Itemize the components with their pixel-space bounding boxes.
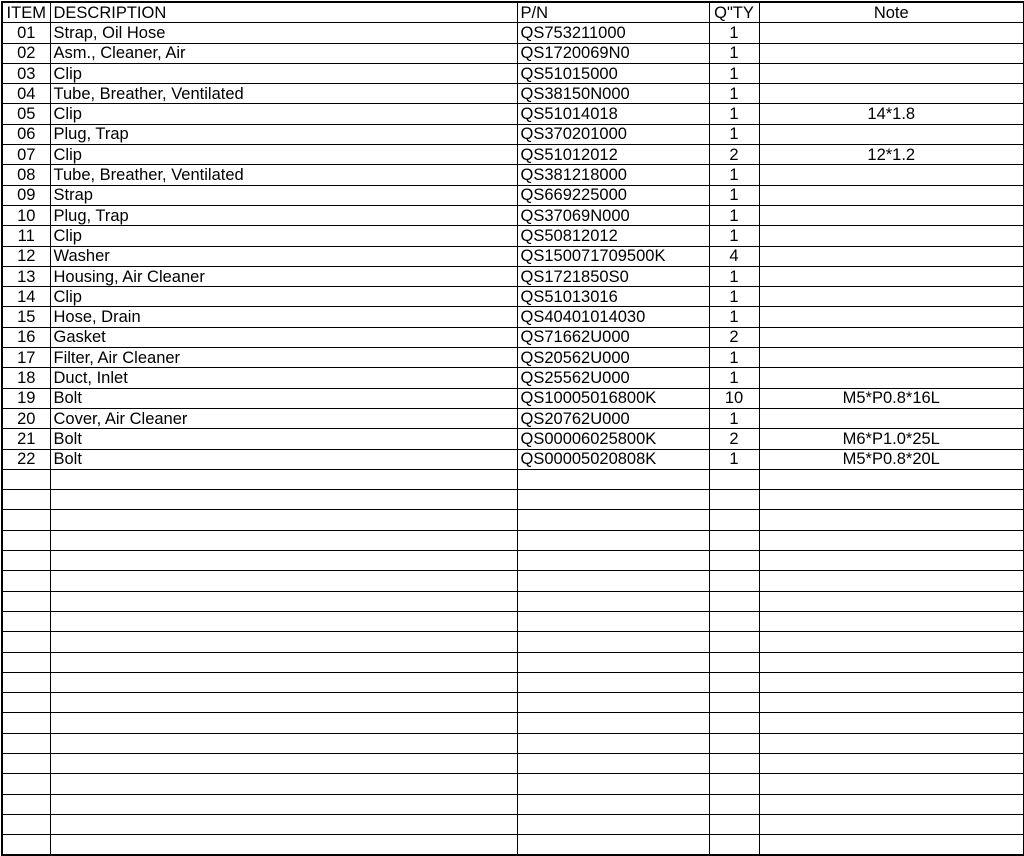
cell-description bbox=[50, 652, 517, 672]
table-row bbox=[2, 43, 1024, 63]
cell-part-number bbox=[517, 693, 709, 713]
cell-note bbox=[759, 287, 1024, 307]
table-row bbox=[2, 287, 1024, 307]
cell-part-number: QS1721850S0 bbox=[517, 266, 709, 286]
cell-note: M5*P0.8*20L bbox=[759, 449, 1024, 469]
cell-quantity: 1 bbox=[709, 449, 759, 469]
cell-quantity: 1 bbox=[709, 84, 759, 104]
table-row bbox=[2, 145, 1024, 165]
cell-part-number bbox=[517, 672, 709, 692]
cell-part-number: QS669225000 bbox=[517, 185, 709, 205]
cell-note bbox=[759, 835, 1024, 856]
column-header-part-number: P/N bbox=[517, 2, 709, 23]
cell-item-number: 08 bbox=[2, 165, 50, 185]
cell-quantity bbox=[709, 490, 759, 510]
table-row bbox=[2, 165, 1024, 185]
cell-description bbox=[50, 632, 517, 652]
cell-quantity: 1 bbox=[709, 165, 759, 185]
cell-part-number bbox=[517, 814, 709, 834]
cell-item-number bbox=[2, 530, 50, 550]
cell-part-number bbox=[517, 510, 709, 530]
cell-note: M6*P1.0*25L bbox=[759, 429, 1024, 449]
cell-part-number: QS381218000 bbox=[517, 165, 709, 185]
table-row bbox=[2, 23, 1024, 43]
cell-description: Plug, Trap bbox=[50, 124, 517, 144]
cell-item-number: 13 bbox=[2, 266, 50, 286]
cell-quantity bbox=[709, 713, 759, 733]
cell-note bbox=[759, 530, 1024, 550]
cell-description bbox=[50, 571, 517, 591]
cell-description: Bolt bbox=[50, 449, 517, 469]
cell-description: Strap, Oil Hose bbox=[50, 23, 517, 43]
cell-description: Clip bbox=[50, 104, 517, 124]
cell-note bbox=[759, 611, 1024, 631]
table-row bbox=[2, 266, 1024, 286]
cell-note bbox=[759, 591, 1024, 611]
table-row bbox=[2, 794, 1024, 814]
cell-part-number: QS51014018 bbox=[517, 104, 709, 124]
cell-quantity: 1 bbox=[709, 226, 759, 246]
cell-quantity: 1 bbox=[709, 124, 759, 144]
cell-quantity: 1 bbox=[709, 63, 759, 83]
cell-part-number bbox=[517, 469, 709, 489]
cell-item-number: 07 bbox=[2, 145, 50, 165]
cell-description bbox=[50, 591, 517, 611]
table-row bbox=[2, 246, 1024, 266]
table-row bbox=[2, 84, 1024, 104]
cell-part-number: QS38150N000 bbox=[517, 84, 709, 104]
cell-quantity bbox=[709, 530, 759, 550]
cell-item-number: 20 bbox=[2, 408, 50, 428]
table-row bbox=[2, 733, 1024, 753]
table-row bbox=[2, 591, 1024, 611]
cell-part-number bbox=[517, 713, 709, 733]
table-row bbox=[2, 611, 1024, 631]
cell-part-number: QS370201000 bbox=[517, 124, 709, 144]
table-row bbox=[2, 408, 1024, 428]
cell-quantity: 1 bbox=[709, 287, 759, 307]
cell-description: Clip bbox=[50, 63, 517, 83]
cell-quantity: 4 bbox=[709, 246, 759, 266]
cell-item-number: 09 bbox=[2, 185, 50, 205]
cell-note bbox=[759, 307, 1024, 327]
cell-description: Gasket bbox=[50, 327, 517, 347]
cell-description: Plug, Trap bbox=[50, 205, 517, 225]
cell-item-number bbox=[2, 591, 50, 611]
cell-description bbox=[50, 490, 517, 510]
table-row bbox=[2, 672, 1024, 692]
cell-part-number: QS51015000 bbox=[517, 63, 709, 83]
cell-part-number: QS150071709500K bbox=[517, 246, 709, 266]
cell-quantity: 1 bbox=[709, 104, 759, 124]
column-header-item: ITEM bbox=[2, 2, 50, 23]
cell-item-number bbox=[2, 794, 50, 814]
cell-quantity bbox=[709, 551, 759, 571]
cell-note bbox=[759, 713, 1024, 733]
cell-item-number: 05 bbox=[2, 104, 50, 124]
cell-note bbox=[759, 753, 1024, 773]
cell-quantity bbox=[709, 814, 759, 834]
cell-item-number: 14 bbox=[2, 287, 50, 307]
cell-quantity bbox=[709, 693, 759, 713]
cell-description bbox=[50, 794, 517, 814]
cell-item-number bbox=[2, 510, 50, 530]
table-row bbox=[2, 571, 1024, 591]
table-row bbox=[2, 185, 1024, 205]
cell-note bbox=[759, 814, 1024, 834]
cell-item-number: 18 bbox=[2, 368, 50, 388]
cell-quantity: 1 bbox=[709, 307, 759, 327]
cell-item-number bbox=[2, 469, 50, 489]
cell-description: Clip bbox=[50, 145, 517, 165]
cell-quantity: 1 bbox=[709, 43, 759, 63]
table-row bbox=[2, 510, 1024, 530]
cell-note bbox=[759, 408, 1024, 428]
cell-note bbox=[759, 733, 1024, 753]
table-row bbox=[2, 307, 1024, 327]
column-header-note: Note bbox=[759, 2, 1024, 23]
cell-item-number: 12 bbox=[2, 246, 50, 266]
cell-note: M5*P0.8*16L bbox=[759, 388, 1024, 408]
cell-note bbox=[759, 185, 1024, 205]
cell-item-number bbox=[2, 693, 50, 713]
cell-note bbox=[759, 84, 1024, 104]
table-row bbox=[2, 814, 1024, 834]
cell-note bbox=[759, 23, 1024, 43]
table-row bbox=[2, 835, 1024, 856]
cell-quantity: 1 bbox=[709, 185, 759, 205]
cell-note: 12*1.2 bbox=[759, 145, 1024, 165]
cell-description bbox=[50, 551, 517, 571]
cell-description bbox=[50, 774, 517, 794]
cell-item-number: 04 bbox=[2, 84, 50, 104]
table-row bbox=[2, 632, 1024, 652]
table-row bbox=[2, 449, 1024, 469]
table-row bbox=[2, 63, 1024, 83]
cell-part-number: QS1720069N0 bbox=[517, 43, 709, 63]
cell-item-number: 11 bbox=[2, 226, 50, 246]
cell-item-number bbox=[2, 774, 50, 794]
cell-item-number bbox=[2, 672, 50, 692]
cell-item-number: 19 bbox=[2, 388, 50, 408]
cell-description: Strap bbox=[50, 185, 517, 205]
cell-description: Filter, Air Cleaner bbox=[50, 348, 517, 368]
table-row bbox=[2, 551, 1024, 571]
cell-item-number: 10 bbox=[2, 205, 50, 225]
cell-note bbox=[759, 632, 1024, 652]
table-header-row bbox=[2, 2, 1024, 23]
cell-part-number: QS71662U000 bbox=[517, 327, 709, 347]
cell-item-number bbox=[2, 753, 50, 773]
cell-note bbox=[759, 266, 1024, 286]
cell-note bbox=[759, 368, 1024, 388]
cell-quantity: 10 bbox=[709, 388, 759, 408]
cell-quantity: 1 bbox=[709, 205, 759, 225]
table-row bbox=[2, 205, 1024, 225]
cell-item-number bbox=[2, 551, 50, 571]
cell-quantity bbox=[709, 835, 759, 856]
cell-note bbox=[759, 43, 1024, 63]
cell-quantity bbox=[709, 632, 759, 652]
cell-part-number bbox=[517, 753, 709, 773]
cell-quantity: 2 bbox=[709, 327, 759, 347]
cell-note bbox=[759, 510, 1024, 530]
cell-description bbox=[50, 835, 517, 856]
cell-description: Duct, Inlet bbox=[50, 368, 517, 388]
table-body bbox=[2, 23, 1024, 856]
cell-description bbox=[50, 753, 517, 773]
cell-quantity: 1 bbox=[709, 408, 759, 428]
cell-note bbox=[759, 205, 1024, 225]
cell-note bbox=[759, 652, 1024, 672]
cell-item-number: 01 bbox=[2, 23, 50, 43]
cell-part-number: QS20562U000 bbox=[517, 348, 709, 368]
cell-description: Clip bbox=[50, 287, 517, 307]
cell-item-number: 21 bbox=[2, 429, 50, 449]
cell-note bbox=[759, 551, 1024, 571]
cell-description bbox=[50, 672, 517, 692]
cell-quantity: 2 bbox=[709, 145, 759, 165]
cell-note bbox=[759, 693, 1024, 713]
cell-part-number bbox=[517, 530, 709, 550]
cell-quantity bbox=[709, 733, 759, 753]
cell-description bbox=[50, 814, 517, 834]
cell-part-number: QS753211000 bbox=[517, 23, 709, 43]
cell-part-number bbox=[517, 652, 709, 672]
cell-description bbox=[50, 713, 517, 733]
cell-description: Housing, Air Cleaner bbox=[50, 266, 517, 286]
cell-item-number: 06 bbox=[2, 124, 50, 144]
table-row bbox=[2, 753, 1024, 773]
cell-note bbox=[759, 348, 1024, 368]
cell-description: Tube, Breather, Ventilated bbox=[50, 84, 517, 104]
cell-description bbox=[50, 693, 517, 713]
cell-note: 14*1.8 bbox=[759, 104, 1024, 124]
cell-note bbox=[759, 490, 1024, 510]
cell-item-number: 03 bbox=[2, 63, 50, 83]
cell-note bbox=[759, 571, 1024, 591]
cell-description bbox=[50, 510, 517, 530]
cell-item-number bbox=[2, 733, 50, 753]
cell-quantity bbox=[709, 753, 759, 773]
table-row bbox=[2, 388, 1024, 408]
cell-quantity bbox=[709, 510, 759, 530]
cell-note bbox=[759, 165, 1024, 185]
cell-description bbox=[50, 733, 517, 753]
cell-item-number bbox=[2, 835, 50, 856]
cell-part-number bbox=[517, 794, 709, 814]
cell-quantity bbox=[709, 469, 759, 489]
cell-description: Bolt bbox=[50, 388, 517, 408]
cell-part-number bbox=[517, 733, 709, 753]
table-row bbox=[2, 774, 1024, 794]
cell-quantity: 1 bbox=[709, 348, 759, 368]
cell-item-number bbox=[2, 571, 50, 591]
cell-item-number bbox=[2, 490, 50, 510]
table-row bbox=[2, 652, 1024, 672]
table-row bbox=[2, 124, 1024, 144]
cell-quantity bbox=[709, 672, 759, 692]
cell-part-number bbox=[517, 632, 709, 652]
cell-description: Washer bbox=[50, 246, 517, 266]
cell-part-number: QS51012012 bbox=[517, 145, 709, 165]
cell-part-number: QS50812012 bbox=[517, 226, 709, 246]
table-row bbox=[2, 530, 1024, 550]
cell-item-number bbox=[2, 632, 50, 652]
cell-quantity: 1 bbox=[709, 23, 759, 43]
cell-part-number bbox=[517, 571, 709, 591]
table-row bbox=[2, 469, 1024, 489]
cell-part-number: QS37069N000 bbox=[517, 205, 709, 225]
cell-part-number: QS00005020808K bbox=[517, 449, 709, 469]
cell-description bbox=[50, 611, 517, 631]
cell-part-number: QS40401014030 bbox=[517, 307, 709, 327]
table-row bbox=[2, 327, 1024, 347]
cell-item-number bbox=[2, 611, 50, 631]
cell-item-number bbox=[2, 814, 50, 834]
cell-note bbox=[759, 672, 1024, 692]
cell-quantity bbox=[709, 611, 759, 631]
cell-description: Cover, Air Cleaner bbox=[50, 408, 517, 428]
cell-quantity bbox=[709, 794, 759, 814]
cell-part-number: QS20762U000 bbox=[517, 408, 709, 428]
cell-description: Hose, Drain bbox=[50, 307, 517, 327]
cell-quantity: 1 bbox=[709, 368, 759, 388]
table-row bbox=[2, 693, 1024, 713]
cell-item-number: 16 bbox=[2, 327, 50, 347]
cell-item-number: 15 bbox=[2, 307, 50, 327]
table-row bbox=[2, 429, 1024, 449]
cell-part-number bbox=[517, 611, 709, 631]
cell-description: Asm., Cleaner, Air bbox=[50, 43, 517, 63]
cell-part-number: QS51013016 bbox=[517, 287, 709, 307]
cell-description bbox=[50, 530, 517, 550]
cell-part-number bbox=[517, 551, 709, 571]
table-row bbox=[2, 368, 1024, 388]
cell-note bbox=[759, 794, 1024, 814]
cell-description: Tube, Breather, Ventilated bbox=[50, 165, 517, 185]
cell-quantity: 1 bbox=[709, 266, 759, 286]
cell-description: Bolt bbox=[50, 429, 517, 449]
cell-note bbox=[759, 469, 1024, 489]
cell-note bbox=[759, 63, 1024, 83]
cell-item-number: 22 bbox=[2, 449, 50, 469]
cell-part-number bbox=[517, 835, 709, 856]
table-row bbox=[2, 348, 1024, 368]
cell-item-number: 02 bbox=[2, 43, 50, 63]
cell-quantity bbox=[709, 774, 759, 794]
cell-part-number: QS25562U000 bbox=[517, 368, 709, 388]
cell-quantity bbox=[709, 652, 759, 672]
cell-note bbox=[759, 246, 1024, 266]
column-header-quantity: Q"TY bbox=[709, 2, 759, 23]
cell-item-number: 17 bbox=[2, 348, 50, 368]
cell-part-number bbox=[517, 591, 709, 611]
column-header-description: DESCRIPTION bbox=[50, 2, 517, 23]
cell-quantity bbox=[709, 571, 759, 591]
cell-note bbox=[759, 327, 1024, 347]
cell-part-number bbox=[517, 490, 709, 510]
cell-item-number bbox=[2, 652, 50, 672]
cell-quantity: 2 bbox=[709, 429, 759, 449]
table-row bbox=[2, 226, 1024, 246]
table-row bbox=[2, 104, 1024, 124]
parts-list-table bbox=[1, 1, 1024, 856]
cell-quantity bbox=[709, 591, 759, 611]
cell-note bbox=[759, 774, 1024, 794]
cell-item-number bbox=[2, 713, 50, 733]
cell-part-number bbox=[517, 774, 709, 794]
table-row bbox=[2, 713, 1024, 733]
cell-description: Clip bbox=[50, 226, 517, 246]
cell-part-number: QS00006025800K bbox=[517, 429, 709, 449]
cell-part-number: QS10005016800K bbox=[517, 388, 709, 408]
table-row bbox=[2, 490, 1024, 510]
cell-note bbox=[759, 124, 1024, 144]
cell-description bbox=[50, 469, 517, 489]
cell-note bbox=[759, 226, 1024, 246]
